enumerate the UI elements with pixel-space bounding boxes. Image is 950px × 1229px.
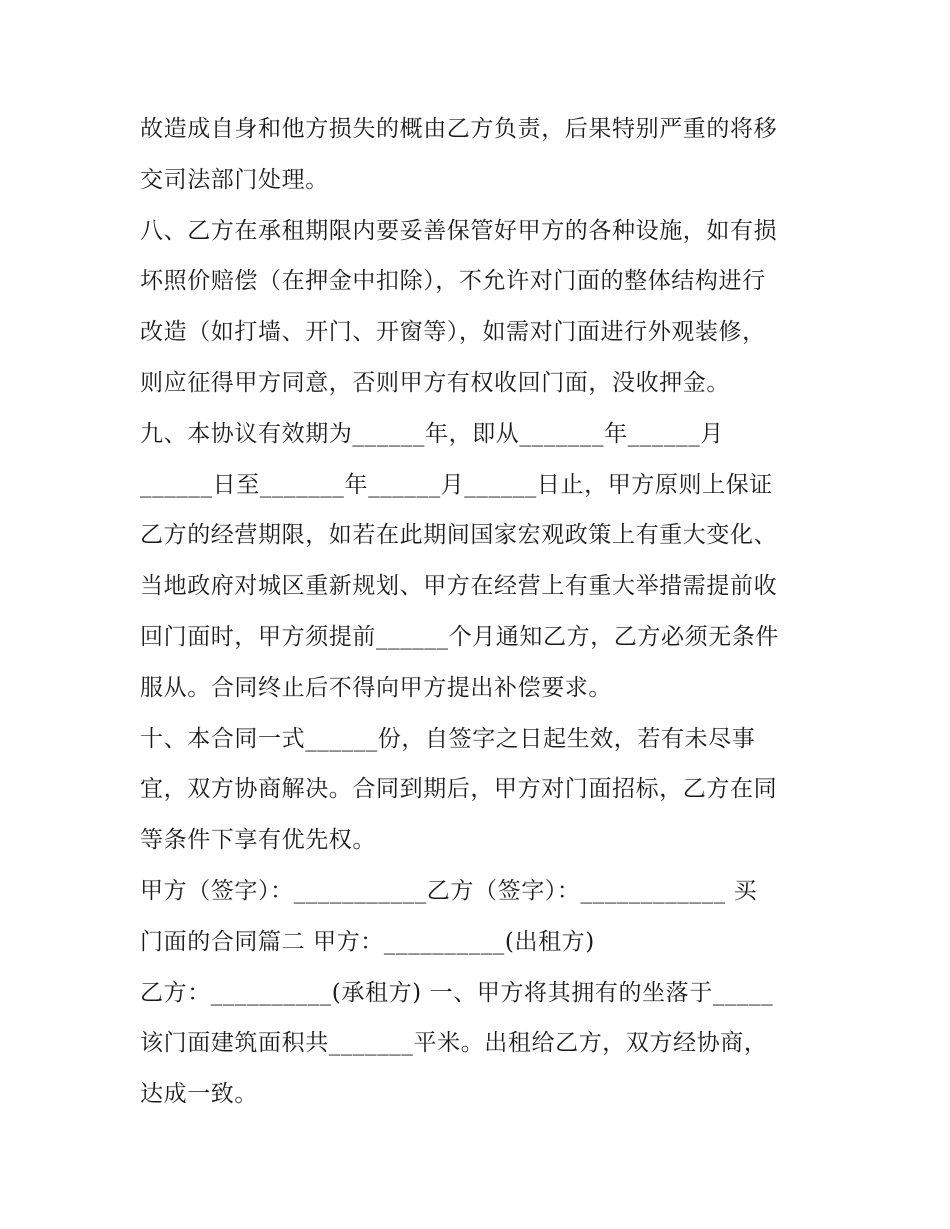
text-line: 故造成自身和他方损失的概由乙方负责，后果特别严重的将移 <box>140 116 778 142</box>
text-line: 则应征得甲方同意，否则甲方有权收回门面，没收押金。 <box>140 369 730 396</box>
text-line: 回门面时，甲方须提前______个月通知乙方，乙方必须无条件 <box>140 623 779 650</box>
text-line: 乙方的经营期限，如若在此期间国家宏观政策上有重大变化、 <box>140 522 778 549</box>
text-line: 当地政府对城区重新规划、甲方在经营上有重大举措需提前收 <box>140 573 778 600</box>
text-line: 宜，双方协商解决。合同到期后，甲方对门面招标，乙方在同 <box>140 776 778 803</box>
text-line: 交司法部门处理。 <box>140 166 329 193</box>
text-line: 该门面建筑面积共_______平米。出租给乙方，双方经协商， <box>140 1030 768 1057</box>
contract-body <box>140 104 820 1120</box>
text-line: 门面的合同篇二 甲方：__________(出租方) <box>140 928 595 955</box>
text-line: 八、乙方在承租期限内要妥善保管好甲方的各种设施，如有损 <box>140 217 778 244</box>
text-line: 甲方（签字）：___________乙方（签字）：____________ 买 <box>140 877 758 904</box>
text-line: 乙方：__________(承租方) 一、甲方将其拥有的坐落于_____ <box>140 979 774 1006</box>
text-line: 九、本协议有效期为______年，即从_______年______月 <box>140 420 724 447</box>
text-line: 改造（如打墙、开门、开窗等），如需对门面进行外观装修， <box>140 319 766 346</box>
text-line: 十、本合同一式______份，自签字之日起生效，若有未尽事 <box>140 725 756 752</box>
text-line: 达成一致。 <box>140 1081 258 1108</box>
text-line: 服从。合同终止后不得向甲方提出补偿要求。 <box>140 674 612 701</box>
text-line: 坏照价赔偿（在押金中扣除），不允许对门面的整体结构进行 <box>140 268 766 295</box>
text-line: 等条件下享有优先权。 <box>140 827 376 854</box>
text-line: ______日至_______年______月______日止，甲方原则上保证 <box>140 471 773 498</box>
